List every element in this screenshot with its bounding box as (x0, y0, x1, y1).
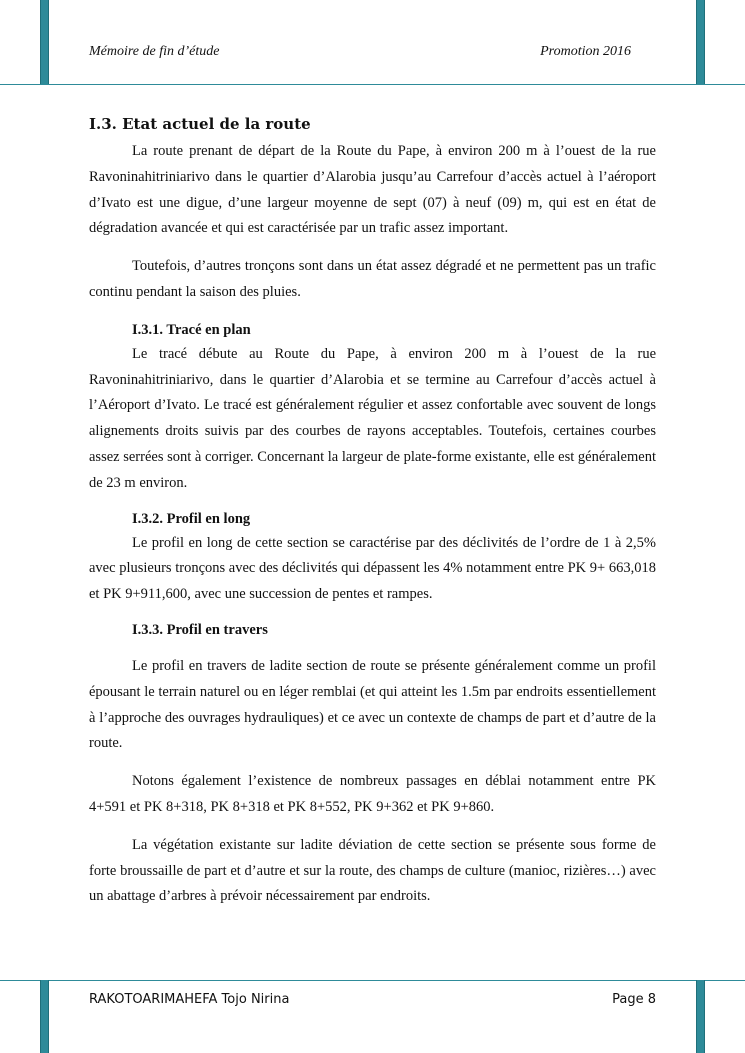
header-right-bar (696, 0, 705, 84)
page-number: Page 8 (612, 992, 656, 1007)
section-title: I.3. Etat actuel de la route (89, 115, 311, 133)
header-left-bar (40, 0, 49, 84)
subsection-title: I.3.1. Tracé en plan (132, 321, 251, 338)
footer-left-bar (40, 980, 49, 1053)
paragraph: Le tracé débute au Route du Pape, à environ 200 m à l’ouest de la rue Ravoninahitriniarivo, dans le quartier d’Alarobia et se termine au Carrefour d’accès actuel à l’Aéroport d’Ivato. Le tracé est généralement régulier et assez confortable avec souvent de longs alignements droits suivis par des courbes de rayons acceptables. Toutefois, certaines courbes assez serrées sont à corriger. Concernant la largeur de plate-forme existante, elle est généralement de 23 m environ. (89, 345, 656, 491)
paragraph: Notons également l’existence de nombreux passages en déblai notamment entre PK 4+591 et PK 8+318, PK 8+318 et PK 8+552, PK 9+362 et PK 9+860. (89, 773, 656, 815)
paragraph: Toutefois, d’autres tronçons sont dans un état assez dégradé et ne permettent pas un trafic continu pendant la saison des pluies. (89, 258, 656, 300)
footer-right-bar (696, 980, 705, 1053)
subsection-title: I.3.2. Profil en long (132, 510, 251, 527)
paragraph: La végétation existante sur ladite déviation de cette section se présente sous forme de forte broussaille de part et d’autre et sur la route, des champs de culture (manioc, rizières…) avec un abattage d’arbres à prévoir nécessairement par endroits. (89, 836, 656, 905)
paragraph: Le profil en travers de ladite section de route se présente généralement comme un profil épousant le terrain naturel ou en léger remblai (et qui atteint les 1.5m par endroits essentiellement à l’approche des ouvrages hydrauliques) et ce avec un contexte de champs de part et d’autre de la route. (89, 657, 656, 752)
footer-author: RAKOTOARIMAHEFA Tojo Nirina (89, 992, 290, 1007)
footer-rule (0, 980, 745, 981)
header-promotion: Promotion 2016 (540, 44, 631, 59)
header-title: Mémoire de fin d’étude (89, 44, 220, 59)
paragraph: Le profil en long de cette section se caractérise par des déclivités de l’ordre de 1 à 2,5% avec plusieurs tronçons avec des déclivités qui dépassent les 4% notamment entre PK 9+ 663,018 et PK 9+911,600, avec une succession de pentes et rampes. (89, 534, 656, 603)
page-body (89, 115, 656, 910)
header-rule (0, 84, 745, 85)
paragraph: La route prenant de départ de la Route du Pape, à environ 200 m à l’ouest de la rue Ravoninahitriniarivo dans le quartier d’Alarobia jusqu’au Carrefour d’accès actuel à l’aéroport d’Ivato est une digue, d’une largeur moyenne de sept (07) à neuf (09) m, qui est en état de dégradation avancée et qui est caractérisée par un trafic assez important. (89, 143, 656, 237)
subsection-title: I.3.3. Profil en travers (132, 621, 268, 638)
